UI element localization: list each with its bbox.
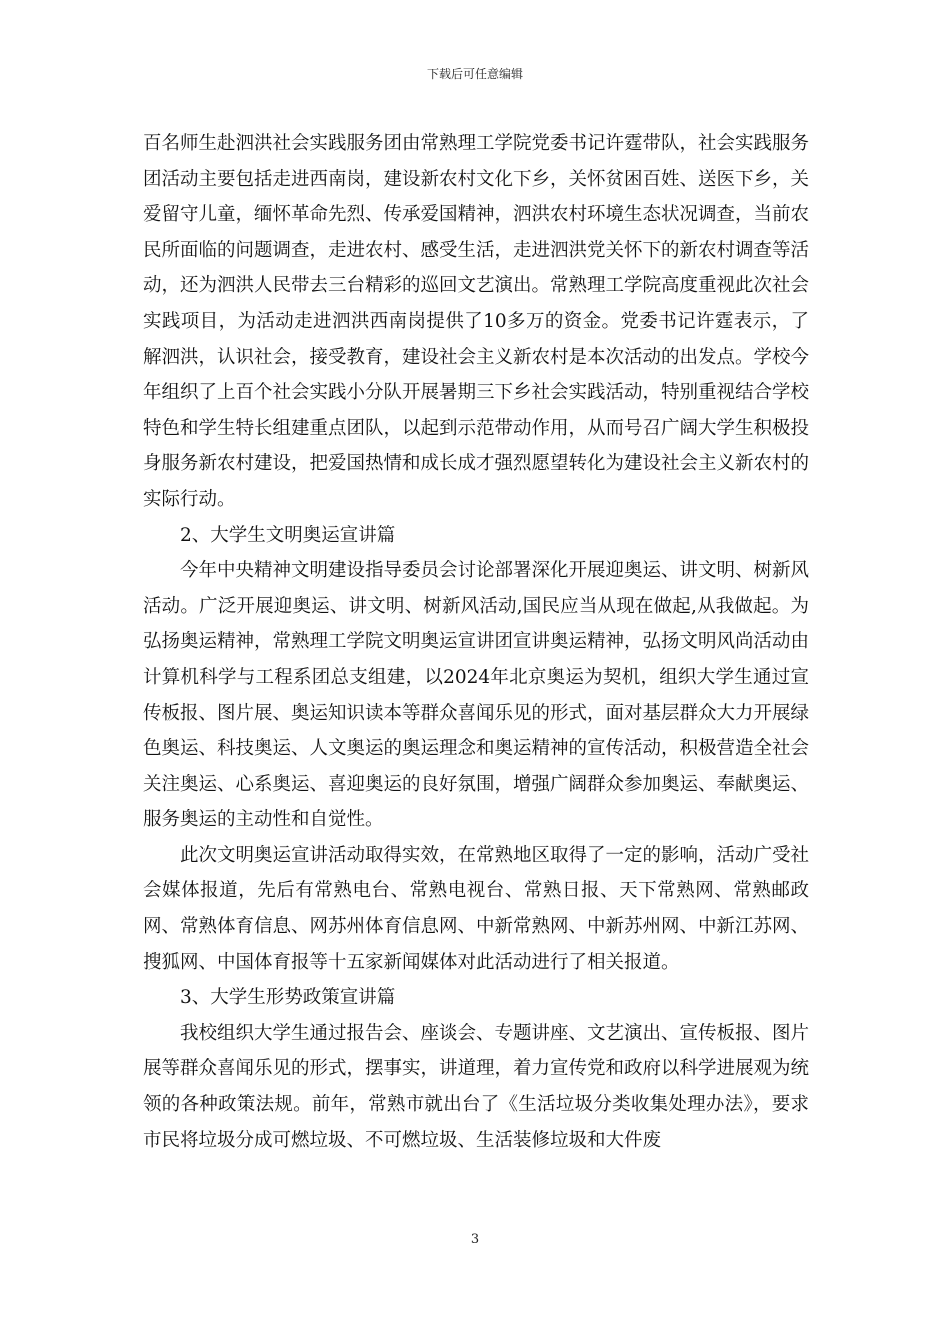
paragraph-service-team: 百名师生赴泗洪社会实践服务团由常熟理工学院党委书记许霆带队，社会实践服务团活动主要包括走进西南岗，建设新农村文化下乡，关怀贫困百姓、送医下乡，关爱留守儿童，缅怀革命先烈、传承爱国精神，泗洪农村环境生态状况调查，当前农民所面临的问题调查，走进农村、感受生活，走进泗洪党关怀下的新农村调查等活动，还为泗洪人民带去三台精彩的巡回文艺演出。常熟理工学院高度重视此次社会实践项目，为活动走进泗洪西南岗提供了10多万的资金。党委书记许霆表示，了解泗洪，认识社会，接受教育，建设社会主义新农村是本次活动的出发点。学校今年组织了上百个社会实践小分队开展暑期三下乡社会实践活动，特别重视结合学校特色和学生特长组建重点团队，以起到示范带动作用，从而号召广阔大学生积极投身服务新农村建设，把爱国热情和成长成才强烈愿望转化为建设社会主义新农村的实际行动。	[143, 133, 810, 510]
section-heading-policy-lecture: 3、大学生形势政策宣讲篇	[180, 987, 396, 1009]
paragraph-policy-lecture: 我校组织大学生通过报告会、座谈会、专题讲座、文艺演出、宣传板报、图片展等群众喜闻乐见的形式，摆事实，讲道理，着力宣传党和政府以科学进展观为统领的各种政策法规。前年，常熟市就出台了《生活垃圾分类收集处理办法》，要求市民将垃圾分成可燃垃圾、不可燃垃圾、生活装修垃圾和大件废	[143, 1022, 810, 1151]
paragraph-media-coverage: 此次文明奥运宣讲活动取得实效，在常熟地区取得了一定的影响，活动广受社会媒体报道，先后有常熟电台、常熟电视台、常熟日报、天下常熟网、常熟邮政网、常熟体育信息、网苏州体育信息网、中新常熟网、中新苏州网、中新江苏网、搜狐网、中国体育报等十五家新闻媒体对此活动进行了相关报道。	[143, 844, 810, 973]
document-body	[143, 126, 809, 1158]
page-number: 3	[470, 1232, 480, 1247]
page-header-note: 下载后可任意编辑	[426, 67, 523, 81]
paragraph-olympic-lecture: 今年中央精神文明建设指导委员会讨论部署深化开展迎奥运、讲文明、树新风活动。广泛开展迎奥运、讲文明、树新风活动,国民应当从现在做起,从我做起。为弘扬奥运精神，常熟理工学院文明奥运宣讲团宣讲奥运精神，弘扬文明风尚活动由计算机科学与工程系团总支组建，以2024年北京奥运为契机，组织大学生通过宣传板报、图片展、奥运知识读本等群众喜闻乐见的形式，面对基层群众大力开展绿色奥运、科技奥运、人文奥运的奥运理念和奥运精神的宣传活动，积极营造全社会关注奥运、心系奥运、喜迎奥运的良好氛围，增强广阔群众参加奥运、奉献奥运、服务奥运的主动性和自觉性。	[143, 560, 810, 831]
section-heading-olympic-lecture: 2、大学生文明奥运宣讲篇	[180, 524, 396, 546]
